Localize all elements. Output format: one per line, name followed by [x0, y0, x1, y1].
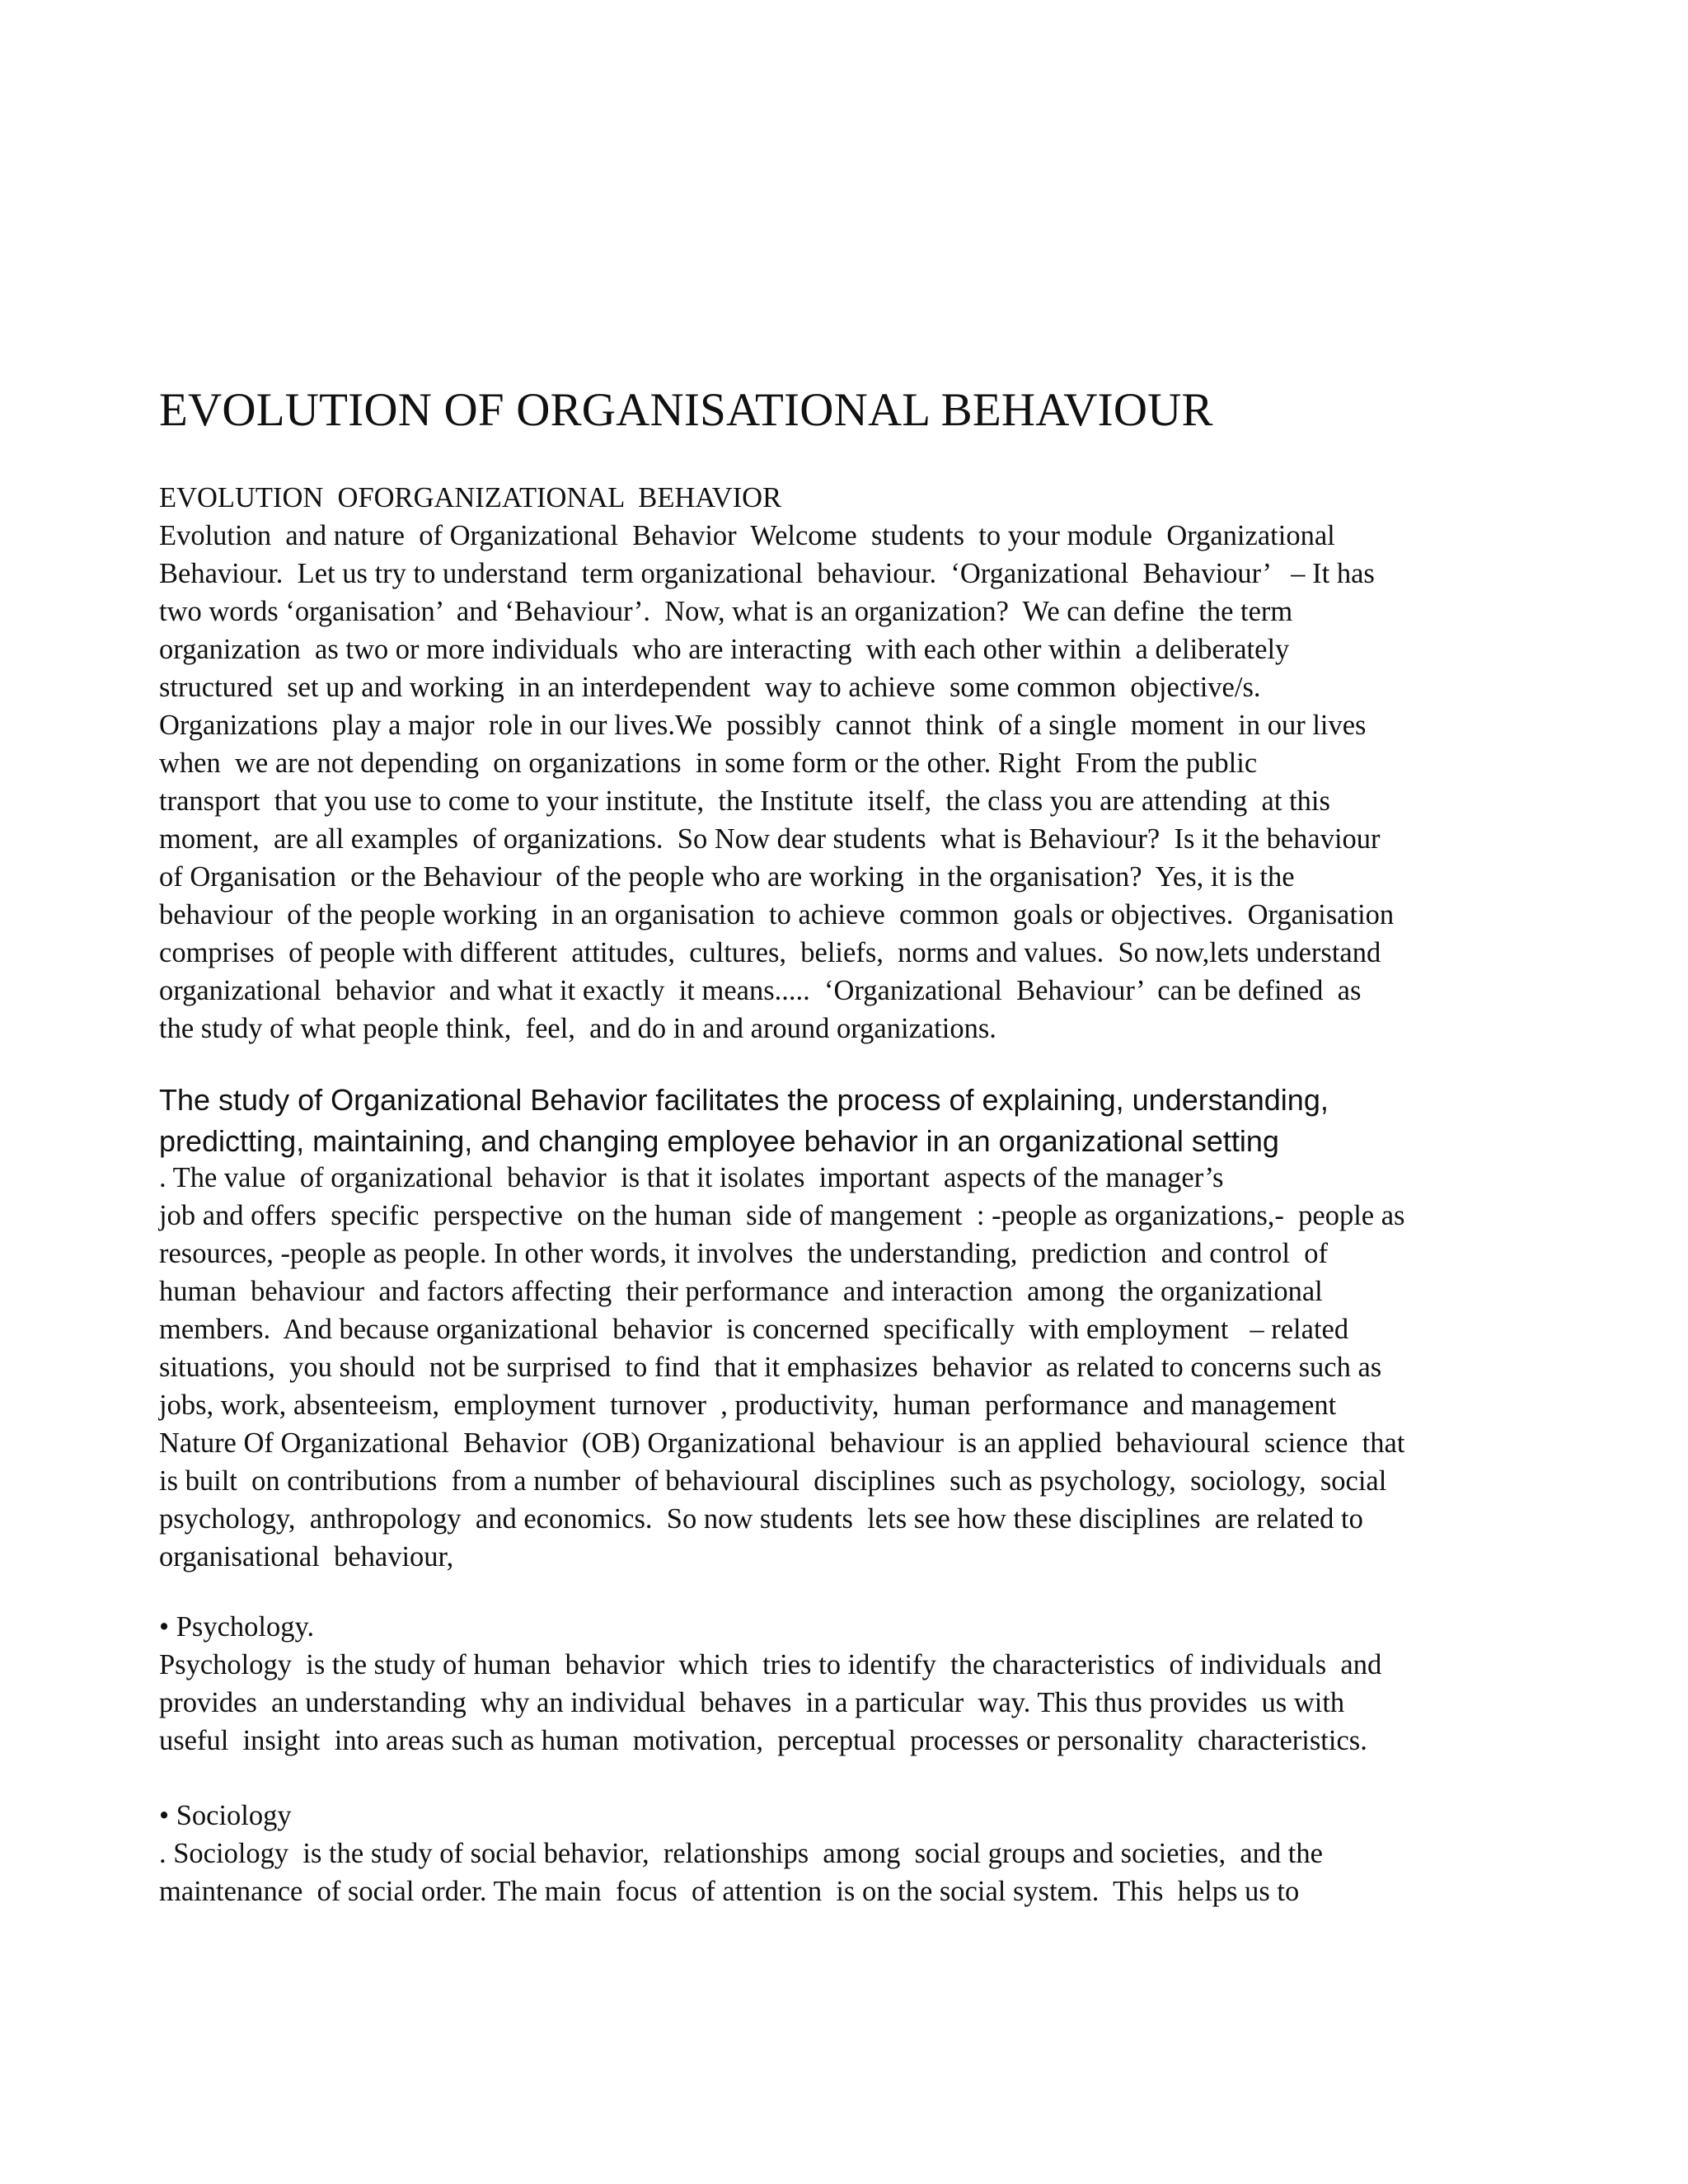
text-line: situations, you should not be surprised to find that it emphasizes behavior as related to concerns such as: [159, 1352, 1382, 1383]
body-section: [159, 1159, 1404, 1576]
text-line: . Sociology is the study of social behavior, relationships among social groups and societies, and the: [159, 1838, 1323, 1869]
text-line: comprises of people with different attitudes, cultures, beliefs, norms and values. So now,lets understand: [159, 937, 1381, 968]
text-line: useful insight into areas such as human motivation, perceptual processes or personality characteristics.: [159, 1725, 1367, 1756]
text-line: resources, -people as people. In other words, it involves the understanding, prediction and control of: [159, 1238, 1328, 1269]
text-line: Evolution and nature of Organizational Behavior Welcome students to your module Organizational: [159, 520, 1335, 551]
text-line: Organizations play a major role in our lives.We possibly cannot think of a single moment in our lives: [159, 710, 1367, 741]
text-line: moment, are all examples of organizations. So Now dear students what is Behaviour? Is it the behaviour: [159, 823, 1381, 855]
intro-section: [159, 479, 1394, 1047]
psychology-section: [159, 1608, 1381, 1760]
text-line: human behaviour and factors affecting their performance and interaction among the organizational: [159, 1276, 1323, 1307]
sociology-section: [159, 1797, 1323, 1910]
highlight-line: predictting, maintaining, and changing employee behavior in an organizational setting: [159, 1124, 1279, 1158]
text-line: organizational behavior and what it exactly it means..... ‘Organizational Behaviour’ can be defined as: [159, 975, 1362, 1006]
bullet-heading: • Sociology: [159, 1800, 292, 1831]
text-line: the study of what people think, feel, and do in and around organizations.: [159, 1013, 996, 1044]
highlight-line: The study of Organizational Behavior facilitates the process of explaining, understanding,: [159, 1083, 1329, 1117]
text-line: members. And because organizational behavior is concerned specifically with employment – related: [159, 1314, 1349, 1345]
text-line: of Organisation or the Behaviour of the people who are working in the organisation? Yes, it is the: [159, 861, 1295, 893]
text-line: provides an understanding why an individual behaves in a particular way. This thus provides us with: [159, 1687, 1345, 1718]
text-line: job and offers specific perspective on the human side of mangement : -people as organizations,- people as: [159, 1200, 1405, 1231]
text-line: jobs, work, absenteeism, employment turnover , productivity, human performance and management: [159, 1390, 1337, 1421]
text-line: organization as two or more individuals who are interacting with each other within a deliberately: [159, 634, 1290, 665]
section-heading: EVOLUTION OFORGANIZATIONAL BEHAVIOR: [159, 482, 782, 513]
text-line: organisational behaviour,: [159, 1541, 454, 1572]
page-title: EVOLUTION OF ORGANISATIONAL BEHAVIOUR: [159, 384, 1213, 436]
text-line: behaviour of the people working in an organisation to achieve common goals or objectives. Organisation: [159, 899, 1395, 930]
bullet-heading: • Psychology.: [159, 1611, 315, 1643]
text-line: psychology, anthropology and economics. So now students lets see how these disciplines are related to: [159, 1503, 1363, 1535]
text-line: when we are not depending on organizations in some form or the other. Right From the public: [159, 748, 1258, 779]
text-line: two words ‘organisation’ and ‘Behaviour’. Now, what is an organization? We can define the term: [159, 596, 1293, 627]
text-line: is built on contributions from a number of behavioural disciplines such as psychology, sociology, social: [159, 1465, 1387, 1497]
highlight-section: [159, 1080, 1329, 1162]
text-line: structured set up and working in an interdependent way to achieve some common objective/s.: [159, 672, 1261, 703]
text-line: transport that you use to come to your institute, the Institute itself, the class you are attending at this: [159, 785, 1330, 817]
text-line: Nature Of Organizational Behavior (OB) Organizational behaviour is an applied behavioural science that: [159, 1427, 1405, 1459]
text-line: . The value of organizational behavior is that it isolates important aspects of the manager’s: [159, 1162, 1224, 1193]
text-line: maintenance of social order. The main focus of attention is on the social system. This helps us to: [159, 1876, 1300, 1907]
text-line: Behaviour. Let us try to understand term organizational behaviour. ‘Organizational Behaviour’ – It has: [159, 558, 1375, 589]
text-line: Psychology is the study of human behavior which tries to identify the characteristics of individuals and: [159, 1649, 1382, 1680]
